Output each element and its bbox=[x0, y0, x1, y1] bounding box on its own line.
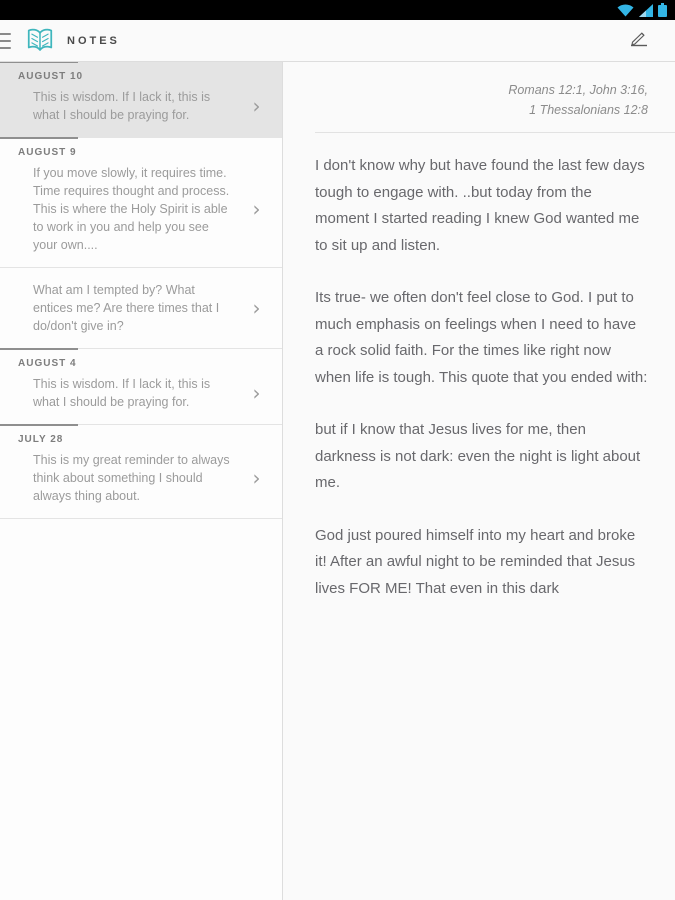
chevron-right-icon: › bbox=[252, 197, 261, 221]
menu-icon[interactable] bbox=[0, 33, 11, 49]
chevron-right-icon: › bbox=[252, 466, 261, 490]
compose-note-button[interactable] bbox=[625, 25, 653, 56]
note-body bbox=[315, 133, 675, 602]
note-preview: This is wisdom. If I lack it, this is what I should be praying for. bbox=[33, 90, 211, 122]
chevron-right-icon: › bbox=[252, 94, 261, 118]
chevron-right-icon: › bbox=[252, 381, 261, 405]
page-title: NOTES bbox=[67, 34, 120, 47]
note-detail-pane bbox=[283, 62, 675, 900]
battery-icon bbox=[658, 3, 667, 17]
note-list-item-august-10[interactable] bbox=[0, 62, 282, 137]
scripture-references-line2: 1 Thessalonians 12:8 bbox=[529, 103, 648, 117]
content-area bbox=[0, 62, 675, 900]
status-bar bbox=[0, 0, 675, 20]
notes-list-pane[interactable] bbox=[0, 62, 283, 900]
group-divider bbox=[0, 137, 78, 139]
note-list-item-august-9[interactable] bbox=[0, 137, 282, 267]
note-preview: This is my great reminder to always think about something I should always thing about. bbox=[33, 453, 230, 503]
note-paragraph: I don't know why but have found the last few days tough to engage with. ..but today from the moment I started reading I knew God wanted me to sit up and listen. bbox=[315, 157, 645, 254]
note-paragraph: Its true- we often don't feel close to God. I put to much emphasis on feelings when I need to have a rock solid faith. For the times like right now when life is tough. This quote that you ended with: bbox=[315, 289, 648, 386]
scripture-references[interactable] bbox=[315, 80, 675, 120]
chevron-right-icon: › bbox=[252, 296, 261, 320]
note-paragraph: but if I know that Jesus lives for me, then darkness is not dark: even the night is light about me. bbox=[315, 421, 641, 491]
note-preview: This is wisdom. If I lack it, this is what I should be praying for. bbox=[33, 377, 211, 409]
open-book-logo-icon bbox=[25, 26, 55, 56]
note-list-item-august-4[interactable] bbox=[0, 348, 282, 424]
note-list-item-august-9-second[interactable] bbox=[0, 267, 282, 348]
note-preview: If you move slowly, it requires time. Time requires thought and process. This is where the Holy Spirit is able to work in you and help you see your own.... bbox=[33, 166, 230, 252]
note-date: AUGUST 10 bbox=[18, 71, 84, 82]
note-paragraph: God just poured himself into my heart and broke it! After an awful night to be reminded that Jesus lives FOR ME! That even in this dark bbox=[315, 526, 636, 597]
note-date: JULY 28 bbox=[18, 434, 64, 445]
group-divider bbox=[0, 348, 78, 350]
scripture-references-line1: Romans 12:1, John 3:16, bbox=[508, 83, 648, 97]
pencil-icon bbox=[629, 29, 649, 47]
app-header bbox=[0, 20, 675, 62]
note-preview: What am I tempted by? What entices me? Are there times that I do/don't give in? bbox=[33, 283, 220, 333]
group-divider bbox=[0, 424, 78, 426]
cell-signal-icon bbox=[639, 4, 653, 17]
note-date: AUGUST 4 bbox=[18, 358, 77, 369]
wifi-icon bbox=[617, 4, 634, 17]
note-date: AUGUST 9 bbox=[18, 147, 77, 158]
note-list-item-july-28[interactable] bbox=[0, 424, 282, 519]
group-divider bbox=[0, 62, 78, 63]
